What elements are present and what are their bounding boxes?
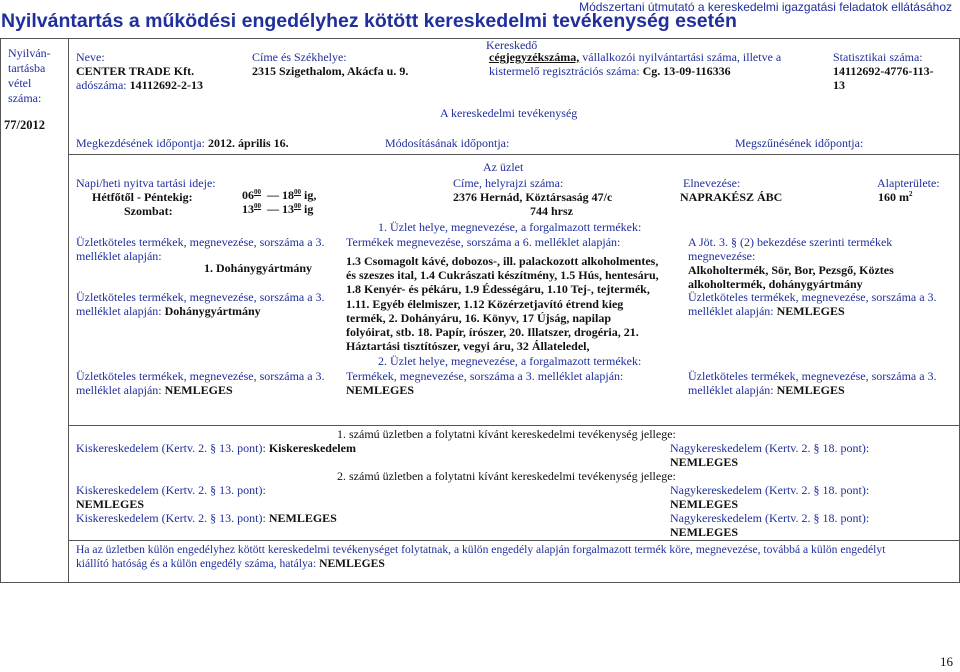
address-label: Címe és Székhelye: <box>252 50 347 64</box>
jelleg1-retail: Kiskereskedelem (Kertv. 2. § 13. pont): Kiskereskedelem <box>76 441 356 455</box>
uzlet-heading: Az üzlet <box>483 160 524 174</box>
tax-number: adószáma: 14112692-2-13 <box>76 78 203 92</box>
uzlet2-heading: 2. Üzlet helye, megnevezése, a forgalmazott termékek: <box>378 354 642 368</box>
shop-lot-number: 744 hrsz <box>530 204 573 218</box>
uzlet1-heading: 1. Üzlet helye, megnevezése, a forgalmazott termékek: <box>378 220 642 234</box>
jelleg2-retail: Kiskereskedelem (Kertv. 2. § 13. pont): NEMLEGES <box>76 483 266 511</box>
shop-name: NAPRAKÉSZ ÁBC <box>680 190 783 204</box>
page-title: Nyilvántartás a működési engedélyhez kötött kereskedelmi tevékenység esetén <box>1 10 737 32</box>
end-date-label: Megszűnésének időpontja: <box>735 136 864 150</box>
bottom-rule <box>0 582 960 583</box>
stat-value-line1: 14112692-4776-113- <box>833 64 934 78</box>
uzlet1-products-list: 1.3 Csomagolt kávé, dobozos-, ill. palackozott alkoholmentes, és szeszes ital, 1.4 Cukrászati készítmény, 1.5 Hús, hentesáru, 1.8 Kenyér- és pékáru, 1.9 Édességáru, 1.10 Tej-, tejtermék, 1.11. Egyéb élelmiszer, 1.12 Közérzetjavító étrend kieg termék, 2. Dohányáru, 16. Könyv, 17 Újság, napilap folyóirat, stb. 18. Papír, írószer, 20. Illatszer, drogéria, 21. Háztartási tisztítószer, vegyi áru, 32 Állateledel, <box>346 254 659 354</box>
jelleg2-heading: 2. számú üzletben a folytatni kívánt kereskedelmi tevékenység jellege: <box>337 469 676 483</box>
document-series-title: Módszertani útmutató a kereskedelmi igazgatási feladatok ellátásához <box>579 0 952 14</box>
registration-number-label: cégjegyzékszáma, vállalkozói nyilvántartási száma, illetve a <box>489 50 782 64</box>
top-rule <box>0 38 960 39</box>
tevekenyseg-rule <box>68 154 960 155</box>
left-column-divider <box>68 38 69 582</box>
right-products-1: Üzletköteles termékek, megnevezése, sorszáma a 3. melléklet alapján: NEMLEGES <box>688 290 937 318</box>
registration-number: 77/2012 <box>4 118 45 132</box>
registration-label: Nyilván- tartásba vétel száma: <box>8 46 51 105</box>
stat-label: Statisztikai száma: <box>833 50 923 64</box>
shop-area: 160 $m^2$ <box>878 190 913 204</box>
jelleg1-heading: 1. számú üzletben a folytatni kívánt kereskedelmi tevékenység jellege: <box>337 427 676 441</box>
area-label: Alapterülete: <box>877 176 940 190</box>
name-label: Neve: <box>76 50 105 64</box>
uzlet2-products-label: Termékek, megnevezése, sorszáma a 3. melléklet alapján: <box>346 369 624 383</box>
page-number: 16 <box>940 654 953 669</box>
shop-address-label: Címe, helyrajzi száma: <box>453 176 564 190</box>
left-border <box>0 38 1 582</box>
left-products-3: Üzletköteles termékek, megnevezése, sorszáma a 3. melléklet alapján: NEMLEGES <box>76 369 325 397</box>
shop-address: 2376 Hernád, Köztársaság 47/c <box>453 190 613 204</box>
weekday-label: Hétfőtől - Péntekig: <box>92 190 193 204</box>
company-address: 2315 Szigethalom, Akácfa u. 9. <box>252 64 409 78</box>
special-permit-note: Ha az üzletben külön engedélyhez kötött kereskedelmi tevékenységet folytatnak, a külön engedély alapján forgalmazott termék köre, megnevezése, továbbá a külön engedélyt kiállító hatóság és a külön engedély száma, hatálya: NEMLEGES <box>76 543 886 570</box>
weekday-hours: $06^{00}$ — $18^{00}$ ig, <box>242 188 317 202</box>
uzlet-bottom-rule <box>68 425 960 426</box>
uzlet1-products-label: Termékek megnevezése, sorszáma a 6. melléklet alapján: <box>346 235 621 249</box>
jot-value: Alkoholtermék, Sör, Bor, Pezsgő, Köztes alkoholtermék, dohánygyártmány <box>688 263 894 291</box>
stat-value-line2: 13 <box>833 78 845 92</box>
company-name: CENTER TRADE Kft. <box>76 64 195 78</box>
company-registration: kistermelő regisztrációs száma: Cg. 13-09-116336 <box>489 64 731 78</box>
tevekenyseg-heading: A kereskedelmi tevékenység <box>440 106 578 120</box>
kereskedo-heading: Kereskedő <box>486 38 538 52</box>
saturday-label: Szombat: <box>124 204 173 218</box>
modify-date-label: Módosításának időpontja: <box>385 136 510 150</box>
jelleg1-wholesale: Nagykereskedelem (Kertv. 2. § 18. pont): NEMLEGES <box>670 441 870 469</box>
opening-hours-label: Napi/heti nyitva tartási ideje: <box>76 176 216 190</box>
right-products-2: Üzletköteles termékek, megnevezése, sorszáma a 3. melléklet alapján: NEMLEGES <box>688 369 937 397</box>
start-date: Megkezdésének időpontja: 2012. április 16. <box>76 136 289 150</box>
left-products-2: Üzletköteles termékek, megnevezése, sorszáma a 3. melléklet alapján: Dohánygyártmány <box>76 290 325 318</box>
jelleg-bottom-rule <box>68 540 960 541</box>
uzlet2-products-value: NEMLEGES <box>346 383 415 397</box>
shop-name-label: Elnevezése: <box>683 176 741 190</box>
jelleg2-wholesale-b: Nagykereskedelem (Kertv. 2. § 18. pont): NEMLEGES <box>670 511 870 539</box>
jot-label: A Jöt. 3. § (2) bekezdése szerinti termékek megnevezése: <box>688 235 893 263</box>
jelleg2-wholesale: Nagykereskedelem (Kertv. 2. § 18. pont): NEMLEGES <box>670 483 870 511</box>
jelleg2-retail-b: Kiskereskedelem (Kertv. 2. § 13. pont): NEMLEGES <box>76 511 337 525</box>
left-products-1-value: 1. Dohánygyártmány <box>204 261 313 275</box>
saturday-hours: $13^{00}$ — $13^{00}$ ig <box>242 202 314 216</box>
left-products-1-label: Üzletköteles termékek, megnevezése, sorszáma a 3. melléklet alapján: <box>76 235 325 263</box>
